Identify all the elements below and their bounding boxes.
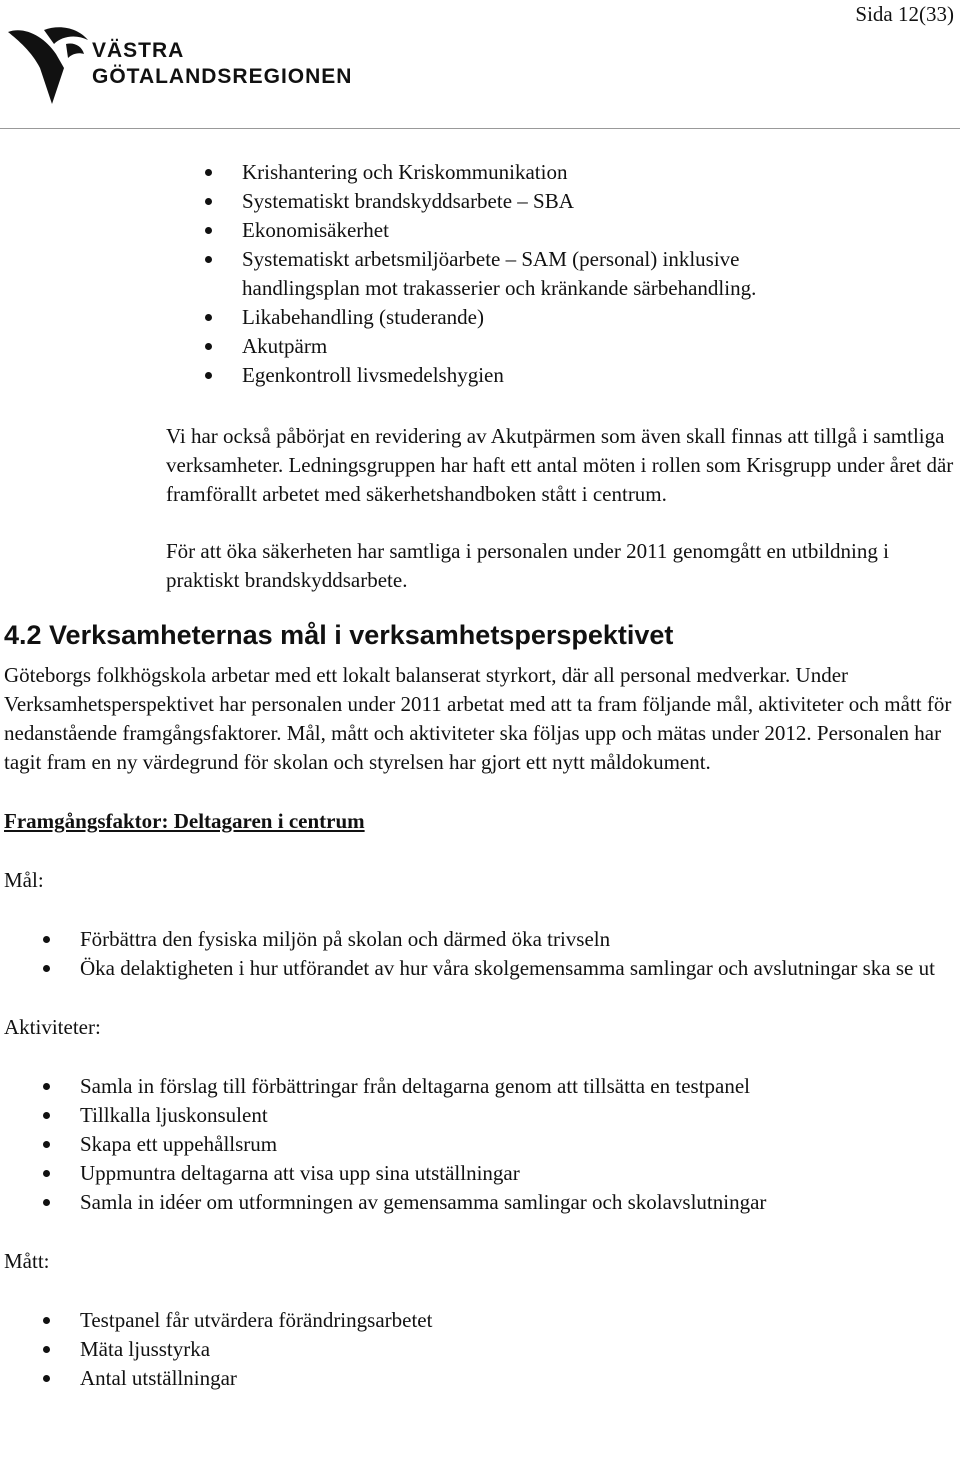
paragraph-brandskydd: För att öka säkerheten har samtliga i personalen under 2011 genomgått en utbildning i praktiskt brandskyddsarbete. [166, 539, 889, 592]
top-bullet-list [242, 158, 960, 390]
list-item: Ekonomisäkerhet [242, 216, 960, 245]
document-body [0, 158, 960, 1393]
activities-label: Aktiviteter: [4, 1015, 101, 1039]
list-item: Förbättra den fysiska miljön på skolan och därmed öka trivseln [80, 925, 960, 954]
list-item: Systematiskt brandskyddsarbete – SBA [242, 187, 960, 216]
list-item: Samla in idéer om utformningen av gemensamma samlingar och skolavslutningar [80, 1188, 960, 1217]
list-item: Samla in förslag till förbättringar från deltagarna genom att tillsätta en testpanel [80, 1072, 960, 1101]
paragraph-akutparm: Vi har också påbörjat en revidering av Akutpärmen som även skall finnas att tillgå i samtliga verksamheter. Ledningsgruppen har haft ett antal möten i rollen som Krisgrupp under året där framförallt arbetet med säkerhetshandboken stått i centrum. [166, 424, 954, 506]
list-item: Systematiskt arbetsmiljöarbete – SAM (personal) inklusive handlingsplan mot trakasserier och kränkande särbehandling. [242, 245, 862, 303]
list-item: Mäta ljusstyrka [80, 1335, 960, 1364]
list-item: Testpanel får utvärdera förändringsarbetet [80, 1306, 960, 1335]
measures-list [80, 1306, 960, 1393]
activities-list [80, 1072, 960, 1217]
measures-label: Mått: [4, 1249, 50, 1273]
list-item: Skapa ett uppehållsrum [80, 1130, 960, 1159]
section-heading: 4.2 Verksamheternas mål i verksamhetsperspektivet [4, 620, 674, 650]
list-item: Antal utställningar [80, 1364, 960, 1393]
list-item: Tillkalla ljuskonsulent [80, 1101, 960, 1130]
list-item: Uppmuntra deltagarna att visa upp sina utställningar [80, 1159, 960, 1188]
success-factor-heading: Framgångsfaktor: Deltagaren i centrum [4, 809, 365, 833]
page-number: Sida 12(33) [855, 2, 954, 26]
header-divider [0, 128, 960, 129]
list-item: Akutpärm [242, 332, 960, 361]
goals-list [80, 925, 960, 983]
list-item: Egenkontroll livsmedelshygien [242, 361, 960, 390]
list-item: Krishantering och Kriskommunikation [242, 158, 960, 187]
logo-wordmark: VÄSTRA GÖTALANDSREGIONEN [92, 39, 353, 88]
goals-label: Mål: [4, 868, 44, 892]
list-item: Likabehandling (studerande) [242, 303, 960, 332]
section-body: Göteborgs folkhögskola arbetar med ett lokalt balanserat styrkort, där all personal medverkar. Under Verksamhetsperspektivet har personalen under 2011 arbetat med att ta fram följande mål, aktiviteter och mått för nedanstående framgångsfaktorer. Mål, mått och aktiviteter ska följas upp och mätas under 2012. Personalen har tagit fram en ny värdegrund för skolan och styrelsen har gjort ett nytt måldokument. [4, 663, 952, 774]
list-item: Öka delaktigheten i hur utförandet av hur våra skolgemensamma samlingar och avslutningar ska se ut [80, 954, 960, 983]
vastra-gotalandsregionen-logo [4, 24, 90, 108]
